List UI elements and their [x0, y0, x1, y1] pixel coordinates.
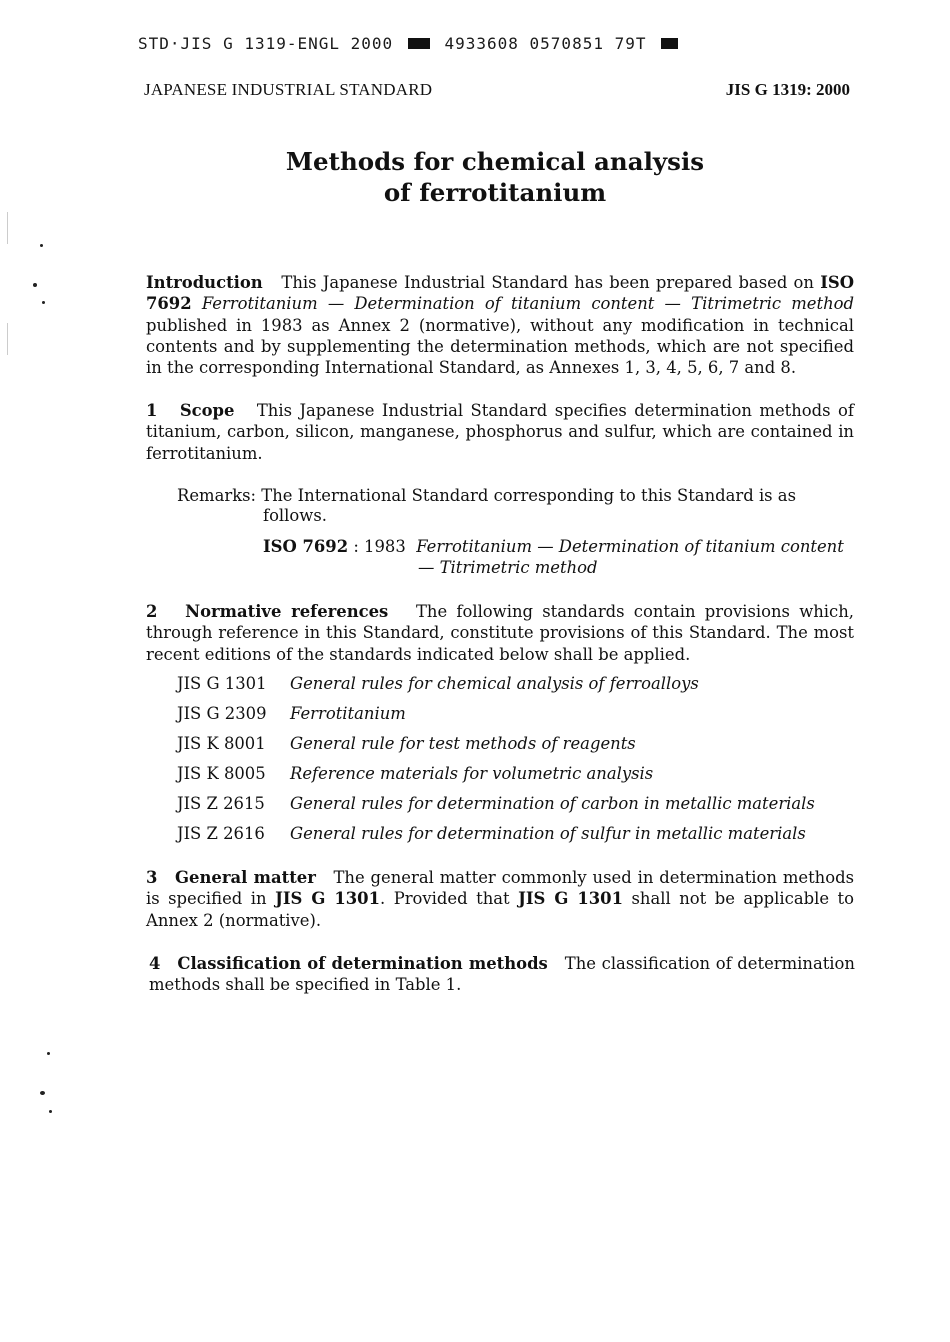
reference-item: [177, 734, 815, 764]
classification-text: The classification of determination methods shall be specified in Table 1.: [149, 954, 855, 995]
general-matter-ref-1: JIS G 1301: [275, 889, 380, 909]
remarks-iso-title-1: Ferrotitanium — Determination of titanium content: [416, 537, 844, 556]
reference-item: [177, 824, 815, 854]
reference-code: JIS Z 2615: [177, 794, 265, 813]
reference-code: JIS G 2309: [177, 704, 267, 723]
classification-number: 4: [149, 954, 161, 973]
introduction-paragraph: [146, 272, 854, 378]
reference-title: General rules for determination of carbon in metallic materials: [290, 794, 815, 813]
reference-code: JIS G 1301: [177, 674, 267, 693]
general-matter-text-2: . Provided that: [379, 889, 510, 909]
scan-header-middle: 4933608 0570851 79T: [444, 34, 647, 53]
general-matter-heading: General matter: [175, 868, 316, 887]
general-matter-number: 3: [146, 868, 158, 887]
classification-paragraph: [149, 953, 855, 996]
scan-artifact-dot: [33, 283, 37, 287]
scope-number: 1: [146, 401, 158, 420]
reference-list: [177, 674, 815, 854]
general-matter-text-3: shall not be applicable to Annex 2 (normative).: [146, 889, 854, 930]
reference-title: Reference materials for volumetric analysis: [290, 764, 654, 783]
scan-artifact-dot: [40, 1091, 45, 1095]
scope-heading: Scope: [179, 401, 235, 420]
classification-heading: Classification of determination methods: [177, 954, 548, 973]
header-standard-type: JAPANESE INDUSTRIAL STANDARD: [144, 80, 433, 99]
introduction-heading: Introduction: [146, 273, 263, 292]
introduction-iso-title: Ferrotitanium — Determination of titanium content — Titrimetric method: [201, 294, 855, 314]
remarks-label: Remarks:: [177, 486, 257, 505]
reference-item: [177, 764, 815, 794]
introduction-text-1: This Japanese Industrial Standard has been prepared based on: [281, 273, 814, 292]
header-standard-number: JIS G 1319: 2000: [725, 80, 850, 99]
scope-paragraph: [146, 400, 854, 464]
scan-artifact-dot: [42, 301, 45, 304]
reference-item: [177, 674, 815, 704]
general-matter-text-1: The general matter commonly used in determination methods is specified in: [146, 868, 854, 909]
reference-title: Ferrotitanium: [290, 704, 406, 723]
scan-artifact-dot: [49, 1110, 52, 1113]
reference-code: JIS K 8005: [177, 764, 266, 783]
general-matter-paragraph: [146, 867, 854, 931]
remarks-iso-code: ISO 7692: [263, 537, 349, 556]
reference-item: [177, 704, 815, 734]
scan-artifact-line: [7, 323, 8, 355]
scan-artifact-line: [7, 212, 8, 244]
scan-header: [138, 34, 682, 53]
reference-title: General rules for chemical analysis of ferroalloys: [290, 674, 699, 693]
reference-title: General rule for test methods of reagents: [290, 734, 636, 753]
reference-item: [177, 794, 815, 824]
title-line-2: of ferrotitanium: [383, 178, 607, 207]
remarks-iso-line: [263, 537, 844, 556]
remarks-text-2: follows.: [263, 506, 327, 525]
remarks-iso-title-2: — Titrimetric method: [418, 558, 598, 577]
reference-code: JIS K 8001: [177, 734, 266, 753]
title-line-1: Methods for chemical analysis: [285, 147, 705, 176]
reference-title: General rules for determination of sulfur in metallic materials: [290, 824, 806, 843]
scan-artifact-dot: [47, 1052, 50, 1055]
scope-text: This Japanese Industrial Standard specifies determination methods of titanium, carbon, silicon, manganese, phosphorus and sulfur, which are contained in ferrotitanium.: [146, 401, 854, 463]
normative-references-text: The following standards contain provisions which, through reference in this Standard, constitute provisions of this Standard. The most recent editions of the standards indicated below shall be applied.: [146, 602, 854, 664]
normative-references-heading: Normative references: [185, 602, 389, 621]
remarks-line-1: [177, 485, 796, 506]
introduction-iso-ref: ISO 7692: [146, 273, 854, 314]
remarks-text-1: The International Standard corresponding to this Standard is as: [261, 486, 796, 505]
scan-artifact-dot: [40, 244, 43, 247]
reference-code: JIS Z 2616: [177, 824, 265, 843]
normative-references-number: 2: [146, 602, 158, 621]
normative-references-paragraph: [146, 601, 854, 665]
introduction-text-2: published in 1983 as Annex 2 (normative), without any modification in technical contents and by supplementing the determination methods, which are not specified in the corresponding International Standard, as Annexes 1, 3, 4, 5, 6, 7 and 8.: [146, 315, 854, 378]
scan-header-left: STD·JIS G 1319-ENGL 2000: [138, 34, 394, 53]
general-matter-ref-2: JIS G 1301: [518, 889, 623, 909]
remarks-iso-year: : 1983: [353, 537, 406, 556]
scan-mark-block: [661, 38, 678, 49]
scan-mark-block: [408, 38, 430, 49]
page-title: [0, 146, 950, 208]
